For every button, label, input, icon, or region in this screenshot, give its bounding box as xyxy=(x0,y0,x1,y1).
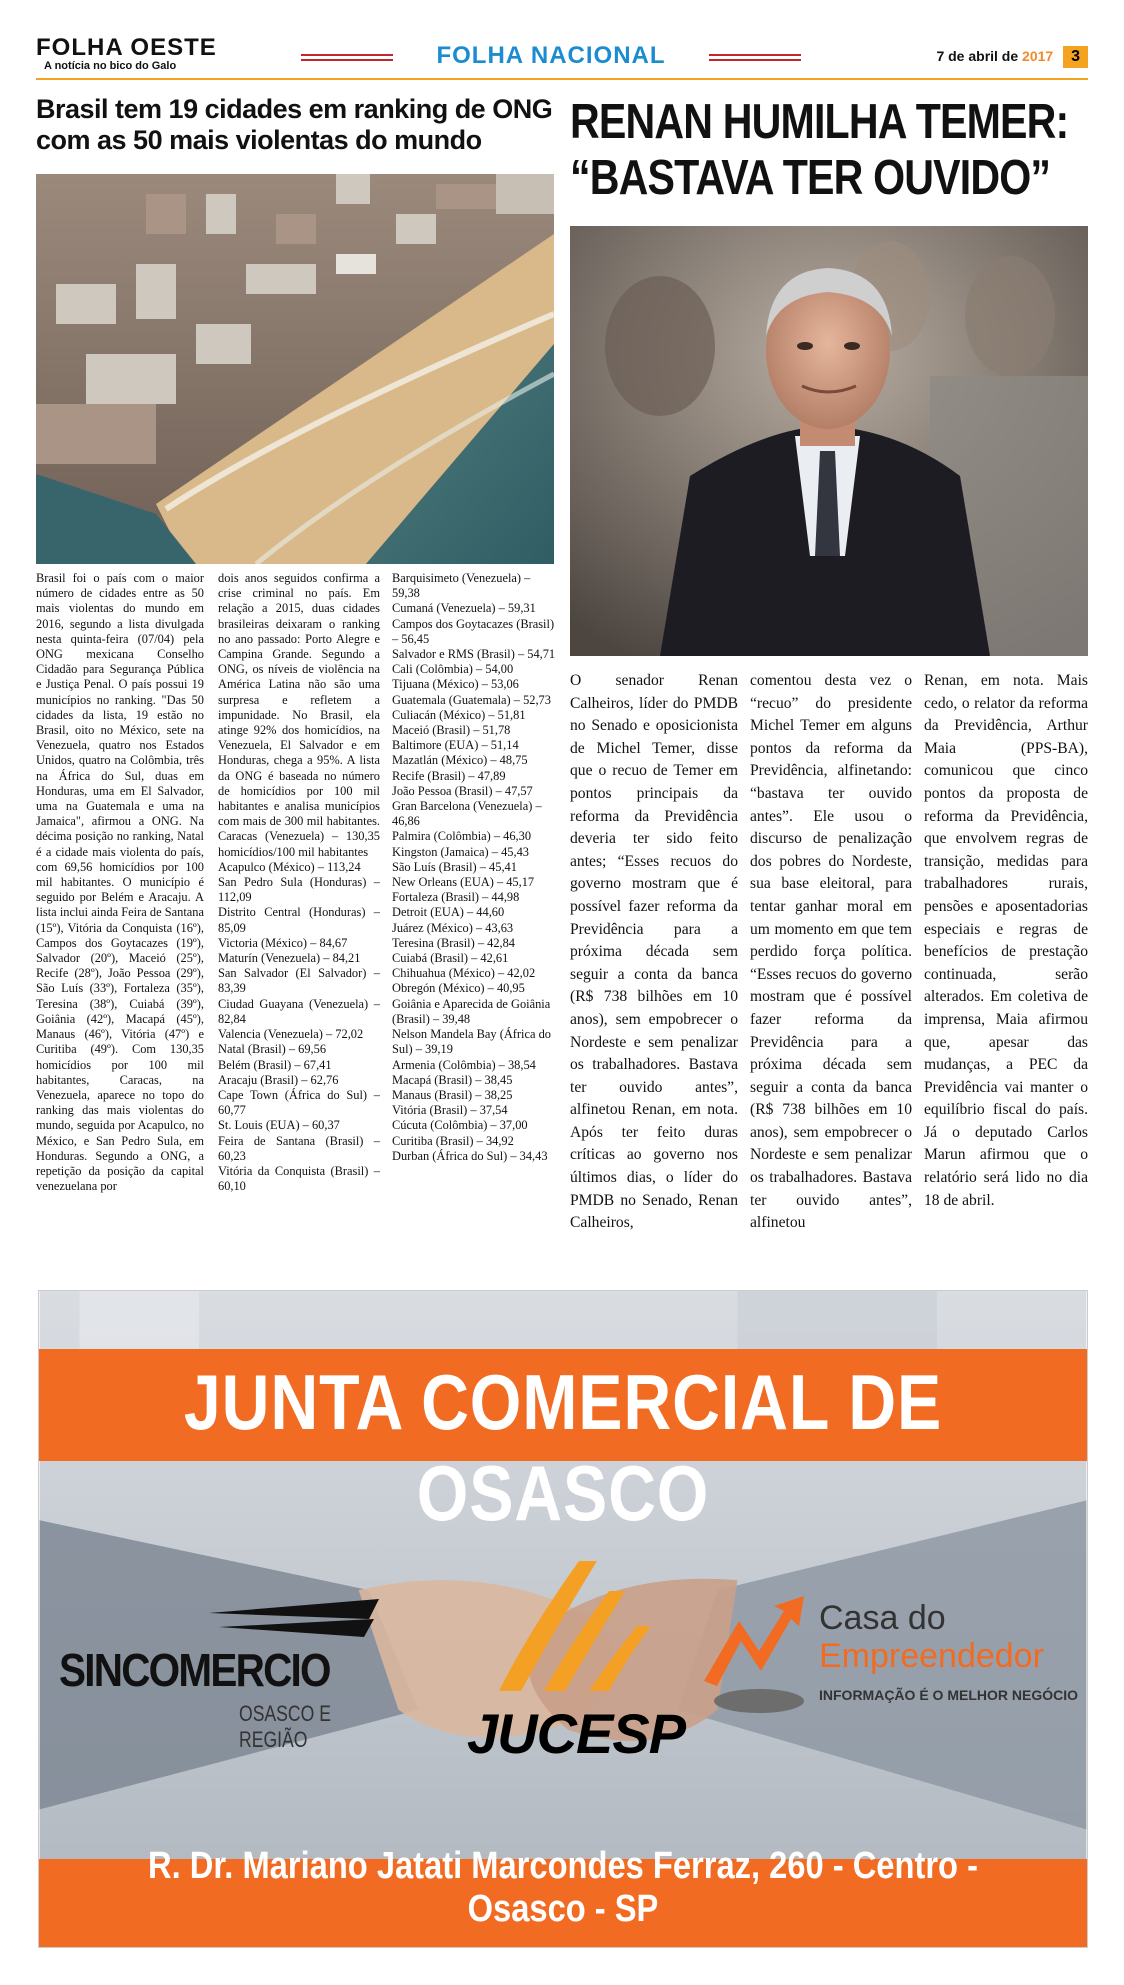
aerial-beach-city-photo xyxy=(36,174,554,564)
masthead-rule xyxy=(36,78,1088,80)
section-name: FOLHA NACIONAL xyxy=(436,42,666,69)
brand xyxy=(36,36,217,73)
ranking-entry: Detroit (EUA) – 44,60 xyxy=(392,905,505,920)
ranking-entry: Goiânia e Aparecida de Goiânia (Brasil) – 39,48 xyxy=(392,996,551,1026)
ranking-entry: Teresina (Brasil) – 42,84 xyxy=(392,935,516,950)
ranking-entry: Obregón (México) – 40,95 xyxy=(392,981,525,996)
casa-line-1: Casa do xyxy=(819,1599,946,1637)
issue-date xyxy=(936,46,1088,68)
ranking-entry: Durban (África do Sul) – 34,43 xyxy=(392,1148,548,1163)
ranking-entry: Victoria (México) – 84,67 xyxy=(218,935,348,950)
ranking-entry: Chihuahua (México) – 42,02 xyxy=(392,966,536,981)
jucesp-stripes-icon xyxy=(459,1551,669,1701)
ranking-entry: San Salvador (El Salvador) – 83,39 xyxy=(218,966,380,996)
ranking-entry: Vitória da Conquista (Brasil) – 60,10 xyxy=(218,1163,380,1194)
ranking-entry: Valencia (Venezuela) – 72,02 xyxy=(218,1027,364,1042)
ranking-entry: Vitória (Brasil) – 37,54 xyxy=(392,1103,508,1118)
ranking-entry: Macapá (Brasil) – 38,45 xyxy=(392,1072,513,1087)
michel-temer-photo xyxy=(570,226,1088,656)
ranking-entry: Juárez (México) – 43,63 xyxy=(392,920,514,935)
ranking-entry: Campos dos Goytacazes (Brasil) – 56,45 xyxy=(392,616,555,646)
headline-line-1: RENAN HUMILHA TEMER: xyxy=(570,95,1069,149)
ranking-entry: Kingston (Jamaica) – 45,43 xyxy=(392,844,529,859)
ranking-entry: Salvador e RMS (Brasil) – 54,71 xyxy=(392,647,556,662)
ranking-entry: Barquisimeto (Venezuela) – 59,38 xyxy=(392,571,531,601)
date-year: 2017 xyxy=(1022,48,1054,64)
story-right-paragraph-1: O senador Renan Calheiros, líder do PMDB no Senado e oposicionista de Michel Temer, disse que o recuo de Temer em pontos principais da reforma da Previdência deveria ter sido feito antes; “Esses recuos do governo mostram que é possível fazer reforma da Previdência para a próxima década sem seguir a conta da banca (R$ 738 bilhões em 10 anos), sem empobrecer o Nordeste e sem penalizar os trabalhadores. Bastava ter ouvido antes”, alfinetou Renan, em nota. Após ter feito duras críticas ao governo nos últimos dias, o líder do PMDB no Senado, Renan Calheiros, xyxy=(570,672,738,1232)
story-left-paragraph-2: dois anos seguidos confirma a crise criminal no país. Em relação a 2015, duas cidades brasileiras deixaram o ranking no ano passado: Porto Alegre e Campina Grande. Segundo a ONG, os níveis de violência na América Latina não são uma surpresa e refletem a impunidade. No Brasil, ela atinge 92% dos homicídios, na Venezuela, El Salvador e em Honduras, chega a 95%. A lista da ONG é baseada no número de homicídios por 100 mil habitantes e analisa municípios com mais de 300 mil habitantes. Caracas (Venezuela) – 130,35 homicídios/100 mil habitantes xyxy=(218,571,380,859)
ranking-entry: Ciudad Guayana (Venezuela) – 82,84 xyxy=(218,996,380,1026)
ranking-entry: New Orleans (EUA) – 45,17 xyxy=(392,875,535,890)
casa-line-2: Empreendedor xyxy=(819,1637,1044,1675)
story-right-paragraph-3: Renan, em nota. Mais cedo, o relator da reforma da Previdência, Arthur Maia (PPS-BA), comunicou que cinco pontos da proposta de reforma da Previdência, que envolvem regras de transição, medidas para trabalhadores rurais, pensões e aposentadorias especiais e regras de benefícios de prestação continuada, serão alterados. Em coletiva de imprensa, Maia afirmou que, apesar das mudanças, a PEC da Previdência vai manter o equilíbrio fiscal do país. Já o deputado Carlos Marun afirmou que o relatório será lido no dia 18 de abril. xyxy=(924,672,1088,1209)
ranking-entry: Curitiba (Brasil) – 34,92 xyxy=(392,1133,514,1148)
ad-address: R. Dr. Mariano Jatati Marcondes Ferraz, 260 - Centro - Osasco - SP xyxy=(148,1845,978,1930)
brand-tagline: A notícia no bico do Galo xyxy=(44,60,177,72)
section-header xyxy=(301,42,801,70)
headline-renan-temer xyxy=(570,94,1091,206)
jucesp-name: JUCESP xyxy=(467,1702,686,1765)
brand-name: FOLHA OESTE xyxy=(36,34,217,61)
headline-line-2: “BASTAVA TER OUVIDO” xyxy=(570,151,1051,205)
story-right-paragraph-2: comentou desta vez o “recuo” do presidente Michel Temer em alguns pontos da reforma da Previdência, alfinetando: “bastava ter ouvido antes”. Ele usou o discurso de penalização dos pobres do Nordeste, sua base eleitoral, para tentar ganhar moral em um momento em que tem perdido força política. “Esses recuos do governo mostram que é possível fazer reforma da Previdência para a próxima década sem seguir a conta da banca (R$ 738 bilhões em 10 anos), sem empobrecer o Nordeste e sem penalizar os trabalhadores. Bastava ter ouvido antes”, alfinetou xyxy=(750,672,912,1232)
ranking-entry: Acapulco (México) – 113,24 xyxy=(218,859,361,874)
ranking-entry: Distrito Central (Honduras) – 85,09 xyxy=(218,905,380,935)
ranking-entry: Cuiabá (Brasil) – 42,61 xyxy=(392,951,509,966)
ad-title: JUNTA COMERCIAL DE OSASCO xyxy=(183,1358,943,1537)
story-left-paragraph-1: Brasil foi o país com o maior número de cidades entre as 50 mais violentas do mundo em 2016, segundo a lista divulgada nesta quinta-feira (07/04) pela ONG mexicana Conselho Cidadão para Segurança Pública e Justiça Penal. O país possui 19 municípios no ranking. "Das 50 cidades da lista, 19 estão no Brasil, oito no México, sete na Venezuela, quatro nos Estados Unidos, quatro na Colômbia, três na África do Sul, duas em Honduras, uma em El Salvador, uma na Guatemala e uma na Jamaica", afirmou a ONG. Na décima posição no ranking, Natal é a cidade mais violenta do país, com 69,56 homicídios por 100 mil habitantes. O município é seguido por Belém e Aracaju. A lista inclui ainda Feira de Santana (15º), Vitória da Conquista (16º), Campos dos Goytacazes (19º), Salvador (20º), Maceió (25º), Recife (28º), João Pessoa (29º), São Luís (33º), Fortaleza (35º), Teresina (38º), Cuiabá (39º), Goiânia (42º), Macapá (45º), Manaus (46º), Vitória (47º) e Curitiba (49º). Com 130,35 homicídios por 100 mil habitantes, Caracas, na Venezuela, aparece no topo do ranking das mais violentas do mundo, seguida por Acapulco, no México, e San Pedro Sula, em Honduras. Segundo a ONG, a repetição da posição da capital venezuelana por xyxy=(36,571,204,1194)
ranking-entry: Cúcuta (Colômbia) – 37,00 xyxy=(392,1118,528,1133)
ranking-entry: Gran Barcelona (Venezuela) – 46,86 xyxy=(392,799,542,829)
ranking-entry: Culiacán (México) – 51,81 xyxy=(392,707,526,722)
ranking-entry: Mazatlán (México) – 48,75 xyxy=(392,753,528,768)
story-right-column-2 xyxy=(750,670,912,1235)
ranking-entry: Nelson Mandela Bay (África do Sul) – 39,19 xyxy=(392,1027,551,1057)
temer-photo-illustration xyxy=(570,226,1088,656)
page-number: 3 xyxy=(1063,46,1088,68)
sincomercio-logo xyxy=(59,1593,399,1752)
ranking-entry: Palmira (Colômbia) – 46,30 xyxy=(392,829,532,844)
masthead xyxy=(36,36,1088,80)
ranking-entry: Manaus (Brasil) – 38,25 xyxy=(392,1087,513,1102)
jucesp-logo xyxy=(459,1551,686,1771)
ranking-entry: Armenia (Colômbia) – 38,54 xyxy=(392,1057,536,1072)
ranking-entry: Cape Town (África do Sul) – 60,77 xyxy=(218,1087,380,1118)
ranking-entry: Baltimore (EUA) – 51,14 xyxy=(392,738,519,753)
sincomercio-subtitle: OSASCO E REGIÃO xyxy=(239,1701,331,1752)
ranking-list-3 xyxy=(392,571,556,1164)
ranking-list-2 xyxy=(218,860,380,1194)
casa-do-empreendedor-logo xyxy=(699,1591,1079,1731)
ranking-entry: Natal (Brasil) – 69,56 xyxy=(218,1042,327,1057)
ranking-entry: Recife (Brasil) – 47,89 xyxy=(392,768,506,783)
ranking-entry: Fortaleza (Brasil) – 44,98 xyxy=(392,890,520,905)
ranking-entry: Feira de Santana (Brasil) – 60,23 xyxy=(218,1133,380,1163)
ranking-entry: Tijuana (México) – 53,06 xyxy=(392,677,519,692)
ranking-entry: Cumaná (Venezuela) – 59,31 xyxy=(392,601,536,616)
casa-arrow-icon xyxy=(699,1591,809,1721)
ranking-entry: Cali (Colômbia) – 54,00 xyxy=(392,662,514,677)
casa-tagline: INFORMAÇÃO É O MELHOR NEGÓCIO xyxy=(819,1687,1078,1703)
date-text: 7 de abril de xyxy=(936,48,1019,64)
advertisement-junta-comercial xyxy=(38,1290,1088,1948)
ranking-entry: Maceió (Brasil) – 51,78 xyxy=(392,723,511,738)
beach-photo-illustration xyxy=(36,174,554,564)
section-rule-left xyxy=(301,54,393,61)
ranking-entry: São Luís (Brasil) – 45,41 xyxy=(392,859,517,874)
ranking-entry: St. Louis (EUA) – 60,37 xyxy=(218,1118,340,1133)
ranking-entry: San Pedro Sula (Honduras) – 112,09 xyxy=(218,875,380,905)
ranking-entry: Maturín (Venezuela) – 84,21 xyxy=(218,951,361,966)
story-left-column-2 xyxy=(218,571,380,1194)
story-right-column-1 xyxy=(570,670,738,1235)
ranking-entry: Aracaju (Brasil) – 62,76 xyxy=(218,1072,339,1087)
headline-violent-cities: Brasil tem 19 cidades em ranking de ONG com as 50 mais violentas do mundo xyxy=(36,94,553,155)
sincomercio-name: SINCOMERCIO xyxy=(59,1644,330,1696)
story-left-column-3 xyxy=(392,571,556,1164)
ranking-entry: Guatemala (Guatemala) – 52,73 xyxy=(392,692,551,707)
story-right-column-3 xyxy=(924,670,1088,1212)
section-rule-right xyxy=(709,54,801,61)
ranking-entry: Belém (Brasil) – 67,41 xyxy=(218,1057,332,1072)
story-left-column-1 xyxy=(36,571,204,1194)
ranking-entry: João Pessoa (Brasil) – 47,57 xyxy=(392,783,533,798)
